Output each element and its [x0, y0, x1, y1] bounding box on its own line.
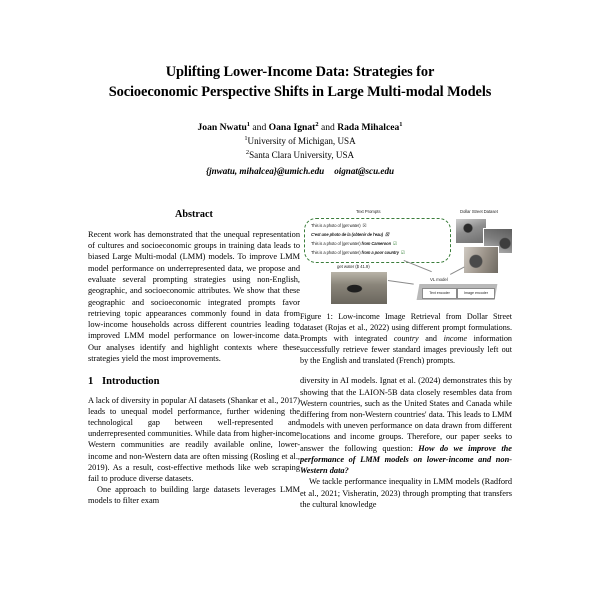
abstract-text: Recent work has demonstrated that the unequal representation of cultures and socioeconomic groups in training data leads to biased Large Multi-modal (LMM) models. To improve LMM model performance on underrepresented data, we propose and evaluate several prompting strategies using non-English, geographic, and socioeconomic attributes. We show that these geographic and socioeconomic integrated prompts favor retrieving topic appearances commonly found in data from low-income households across different countries leading to improved LMM model performance on lower-income data. Our analyses identify and highlight contexts where these strategies yield the most improvements. — [88, 229, 300, 363]
author-separator-1: and — [252, 121, 267, 133]
prompt-line-3 — [311, 241, 397, 247]
author-3-affil-marker: 1 — [399, 120, 403, 128]
email-group-1: {jnwatu, mihalcea}@umich.edu — [205, 166, 325, 177]
figure-label-dollar-street: Dollar Street Dataset — [460, 209, 498, 214]
intro-paragraph-2-text: One approach to building large datasets leverages LMM models to filter exam — [88, 485, 300, 506]
affiliation-1 — [88, 135, 512, 148]
right-column — [300, 208, 512, 600]
prompt-3-check-icon: ☑ — [393, 241, 398, 246]
right-paragraph-next — [300, 476, 512, 510]
right-paragraph-continued-text: diversity in AI models. Ignat et al. (2024) demonstrates this by showing that the LAION-5B data closely resembles data from Western countries, such as the United States and Canada while differing from non-Western countries' data. This leads to LMM models with uneven performance on data drawn from different locations and income groups. Therefore, our paper seeks to answer the following question: — [300, 376, 512, 453]
author-1: Joan Nwatu — [197, 121, 247, 133]
page-title — [88, 62, 512, 103]
figure-label-vl-model: VL model — [430, 277, 448, 282]
prompt-1-cross-icon: ☒ — [362, 223, 367, 228]
affiliation-1-marker: 1 — [244, 135, 248, 143]
section-heading-introduction — [88, 375, 300, 389]
figure-caption-label: Figure 1: — [300, 312, 333, 321]
prompt-line-4-highlight: from a poor country — [361, 250, 399, 255]
text-encoder-box: Text encoder — [422, 288, 457, 299]
right-paragraph-next-text: We tackle performance inequality in LMM models (Radford et al., 2021; Visheratin, 2023) through prompting that transfers the cultural knowledge — [300, 477, 512, 509]
prompt-box — [304, 218, 451, 263]
prompt-line-1 — [311, 223, 367, 229]
author-2: Oana Ignat — [268, 121, 316, 133]
right-paragraph-continued — [300, 375, 512, 476]
left-column — [88, 208, 300, 600]
dollar-street-thumbnail-3 — [463, 246, 499, 274]
section-title: Introduction — [102, 376, 160, 388]
author-list — [88, 121, 512, 179]
title-line-1: Uplifting Lower-Income Data: Strategies for — [165, 64, 435, 80]
figure-1-graphic — [300, 208, 512, 306]
prompt-line-4-text: This is a photo of (get water) — [311, 250, 362, 255]
affiliation-2-text: Santa Clara University, USA — [249, 149, 355, 160]
figure-1 — [300, 208, 512, 366]
image-encoder-box: Image encoder — [457, 288, 495, 299]
figure-label-text-prompts: Text Prompts — [356, 209, 381, 214]
figure-caption-mid: and — [418, 333, 444, 343]
figure-caption-italic-income: income — [443, 333, 468, 343]
intro-paragraph-1: A lack of diversity in popular AI datasets (Shankar et al., 2017) leads to unequal model performance, further widening the technological gap between well-represented and underrepresented communities. While data from higher-income Western communities are readily available online, lower-income and non-Western data are often missing (Rosling et al., 2019). As a result, cost-effective methods like web scraping fail to produce diverse datasets. — [88, 395, 300, 484]
email-group-2: oignat@scu.edu — [334, 166, 395, 177]
prompt-line-2-text: C'est une photo de la (obtenir de l'eau) — [311, 232, 383, 237]
prompt-line-1-text: This is a photo of (get water) — [311, 223, 361, 228]
figure-caption-italic-country: country — [393, 333, 419, 343]
author-emails — [88, 165, 512, 179]
title-line-2: Socioeconomic Perspective Shifts in Large Multi-modal Models — [108, 84, 492, 101]
figure-caption-tail: information successfully retrieve fewer standard images previously left out by the English and translated (French) prompts. — [300, 333, 512, 365]
abstract-heading: Abstract — [175, 209, 213, 220]
author-2-affil-marker: 2 — [315, 120, 319, 128]
figure-label-get-water: get water ($ 41.9) — [337, 264, 370, 269]
affiliation-1-text: University of Michigan, USA — [247, 136, 356, 147]
figure-1-caption — [300, 312, 512, 366]
figure-caption-text: Low-income Image Retrieval from Dollar Street dataset (Rojas et al., 2022) using different prompt formulations. Prompts with integrated — [300, 312, 512, 343]
prompt-line-2 — [311, 232, 389, 238]
research-question: How do we improve the performance of LMM models on lower-income and non-Western data? — [300, 443, 512, 476]
prompt-line-4 — [311, 250, 405, 256]
prompt-line-3-highlight: from Cameroon — [361, 241, 391, 246]
figure-arrow-3 — [388, 280, 414, 284]
prompt-4-check-icon: ☑ — [400, 250, 405, 255]
author-1-affil-marker: 1 — [246, 120, 250, 128]
affiliation-2-marker: 2 — [245, 148, 250, 156]
author-separator-2: and — [320, 121, 335, 133]
prompt-2-cross-icon: ☒ — [385, 232, 390, 237]
title-block — [88, 62, 512, 179]
prompt-line-3-text: This is a photo of (get water) — [311, 241, 362, 246]
retrieved-image-get-water — [330, 271, 388, 305]
author-3: Rada Mihalcea — [337, 121, 400, 133]
intro-paragraph-2 — [88, 484, 300, 506]
section-number: 1 — [88, 376, 94, 388]
affiliation-2 — [88, 149, 512, 162]
